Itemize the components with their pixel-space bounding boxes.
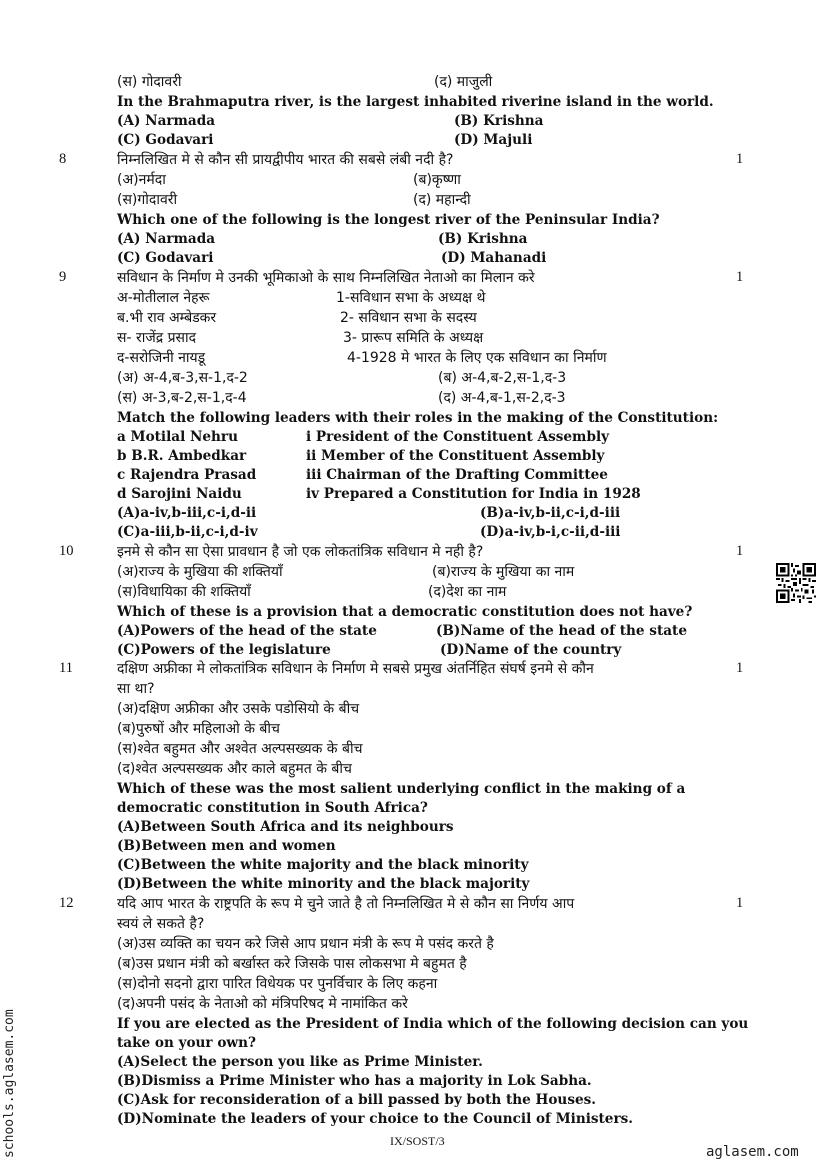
q9-hi-option-a: (अ) अ-4,ब-3,स-1,द-2 [117, 370, 248, 386]
q12-en-option-c: (C)Ask for reconsideration of a bill passed by both the Houses. [117, 1092, 597, 1108]
q11-en-stem-line1: Which of these was the most salient underlying conflict in the making of a [117, 781, 686, 797]
q12-marks: 1 [736, 895, 744, 911]
q9-en-right-2: ii Member of the Constituent Assembly [306, 448, 605, 464]
qr-code-icon[interactable] [776, 563, 816, 603]
q10-hi-option-c: (स)विधायिका की शक्तियाँ [117, 584, 251, 600]
q12-en-stem-line1: If you are elected as the President of India which of the following decision can you [117, 1016, 749, 1032]
q8-hi-stem: निम्नलिखित मे से कौन सी प्रायद्वीपीय भारत की सबसे लंबी नदी है? [117, 152, 454, 168]
q10-hi-option-d: (द)देश का नाम [428, 584, 507, 600]
q8-hi-option-d: (द) महान्दी [413, 192, 471, 208]
q9-number: 9 [59, 269, 67, 285]
q9-en-right-1: i President of the Constituent Assembly [306, 429, 610, 445]
q8-en-option-d: (D) Mahanadi [441, 250, 547, 266]
q9-en-right-4: iv Prepared a Constitution for India in 1928 [306, 486, 641, 502]
q9-hi-left-2: ब.भी राव अम्बेडकर [117, 310, 217, 326]
q11-en-option-b: (B)Between men and women [117, 838, 336, 854]
watermark-bottom-right: aglasem.com [706, 1144, 799, 1160]
q12-hi-option-c: (स)दोनो सदनो द्वारा पारित विधेयक पर पुनर्विचार के लिए कहना [117, 976, 438, 992]
q10-marks: 1 [736, 543, 744, 559]
q12-en-option-d: (D)Nominate the leaders of your choice to the Council of Ministers. [117, 1111, 633, 1127]
q12-en-stem-line2: take on your own? [117, 1035, 256, 1051]
q12-hi-stem-line2: स्वयं ले सकते है? [117, 916, 205, 932]
q11-marks: 1 [736, 660, 744, 676]
q12-en-option-b: (B)Dismiss a Prime Minister who has a majority in Lok Sabha. [117, 1073, 592, 1089]
watermark-left-vertical: schools.aglasem.com [2, 1009, 17, 1158]
q10-number: 10 [59, 543, 74, 559]
q10-en-option-b: (B)Name of the head of the state [436, 623, 687, 639]
q9-hi-left-4: द-सरोजिनी नायडू [117, 350, 206, 366]
page-footer-code: IX/SOST/3 [390, 1134, 445, 1148]
q12-hi-option-a: (अ)उस व्यक्ति का चयन करे जिसे आप प्रधान मंत्री के रूप मे पसंद करते है [117, 936, 494, 952]
q12-en-option-a: (A)Select the person you like as Prime Minister. [117, 1054, 483, 1070]
q11-hi-option-d: (द)श्वेत अल्पसख्यक और काले बहुमत के बीच [117, 761, 352, 777]
q7-hi-option-c: (स) गोदावरी [117, 74, 182, 90]
q7-hi-option-d: (द) माजुली [434, 74, 493, 90]
q11-hi-option-b: (ब)पुरुषों और महिलाओ के बीच [117, 721, 280, 737]
q9-hi-right-1: 1-सविधान सभा के अध्यक्ष थे [336, 290, 486, 306]
q11-hi-stem-line1: दक्षिण अफ्रीका मे लोकतांत्रिक सविधान के निर्माण मे सबसे प्रमुख अंतर्निहित संघर्ष इनमे से कौन [117, 661, 594, 677]
q9-hi-right-2: 2- सविधान सभा के सदस्य [340, 310, 477, 326]
q9-hi-option-d: (द) अ-4,ब-1,स-2,द-3 [438, 390, 566, 406]
q10-hi-stem: इनमे से कौन सा ऐसा प्रावधान है जो एक लोकतांत्रिक सविधान मे नही है? [117, 544, 484, 560]
q10-en-option-d: (D)Name of the country [440, 642, 622, 658]
q9-hi-left-1: अ-मोतीलाल नेहरू [117, 290, 210, 306]
q9-en-option-c: (C)a-iii,b-ii,c-i,d-iv [117, 524, 258, 540]
q9-hi-option-b: (ब) अ-4,ब-2,स-1,द-3 [438, 370, 567, 386]
q7-en-option-a: (A) Narmada [117, 113, 216, 129]
q12-number: 12 [59, 895, 74, 911]
q11-en-option-d: (D)Between the white minority and the black majority [117, 876, 530, 892]
q9-en-option-b: (B)a-iv,b-ii,c-i,d-iii [480, 505, 621, 521]
q7-en-option-c: (C) Godavari [117, 132, 214, 148]
q11-hi-option-c: (स)श्वेत बहुमत और अश्वेत अल्पसख्यक के बीच [117, 741, 363, 757]
q9-hi-option-c: (स) अ-3,ब-2,स-1,द-4 [117, 390, 247, 406]
q12-hi-option-b: (ब)उस प्रधान मंत्री को बर्खास्त करे जिसके पास लोकसभा मे बहुमत है [117, 956, 467, 972]
q9-hi-left-3: स- राजेंद्र प्रसाद [117, 330, 197, 346]
q11-en-stem-line2: democratic constitution in South Africa? [117, 800, 428, 816]
q8-number: 8 [59, 151, 67, 167]
q11-number: 11 [59, 660, 73, 676]
q10-en-stem: Which of these is a provision that a democratic constitution does not have? [117, 604, 693, 620]
q10-en-option-c: (C)Powers of the legislature [117, 642, 331, 658]
q8-hi-option-a: (अ)नर्मदा [117, 172, 166, 188]
q8-en-option-a: (A) Narmada [117, 231, 216, 247]
q9-hi-right-3: 3- प्रारूप समिति के अध्यक्ष [343, 330, 484, 346]
q10-hi-option-b: (ब)राज्य के मुखिया का नाम [432, 564, 575, 580]
q10-en-option-a: (A)Powers of the head of the state [117, 623, 377, 639]
q7-en-stem: In the Brahmaputra river, is the largest inhabited riverine island in the world. [117, 94, 714, 110]
q8-en-option-c: (C) Godavari [117, 250, 214, 266]
q8-en-stem: Which one of the following is the longest river of the Peninsular India? [117, 212, 660, 228]
q8-marks: 1 [736, 151, 744, 167]
q9-en-left-2: b B.R. Ambedkar [117, 448, 247, 464]
q11-hi-option-a: (अ)दक्षिण अफ्रीका और उसके पडोसियो के बीच [117, 701, 360, 717]
q10-hi-option-a: (अ)राज्य के मुखिया की शक्तियाँ [117, 564, 283, 580]
q9-en-right-3: iii Chairman of the Drafting Committee [306, 467, 608, 483]
q9-en-option-a: (A)a-iv,b-iii,c-i,d-ii [117, 505, 257, 521]
q11-en-option-a: (A)Between South Africa and its neighbours [117, 819, 454, 835]
q7-en-option-d: (D) Majuli [454, 132, 533, 148]
q9-hi-right-4: 4-1928 मे भारत के लिए एक सविधान का निर्माण [347, 350, 607, 366]
q8-hi-option-c: (स)गोदावरी [117, 192, 178, 208]
q8-hi-option-b: (ब)कृष्णा [413, 172, 461, 188]
q9-en-stem: Match the following leaders with their roles in the making of the Constitution: [117, 410, 719, 426]
q9-en-left-1: a Motilal Nehru [117, 429, 238, 445]
q12-hi-option-d: (द)अपनी पसंद के नेताओ को मंत्रिपरिषद मे नामांकित करे [117, 996, 408, 1012]
q9-en-option-d: (D)a-iv,b-i,c-ii,d-iii [480, 524, 621, 540]
q9-marks: 1 [736, 269, 744, 285]
q9-en-left-4: d Sarojini Naidu [117, 486, 242, 502]
q11-en-option-c: (C)Between the white majority and the black minority [117, 857, 529, 873]
q11-hi-stem-line2: सा था? [117, 681, 155, 697]
q9-hi-stem: सविधान के निर्माण मे उनकी भूमिकाओ के साथ निम्नलिखित नेताओ का मिलान करे [117, 270, 535, 286]
q12-hi-stem-line1: यदि आप भारत के राष्ट्रपति के रूप मे चुने जाते है तो निम्नलिखित मे से कौन सा निर्णय आप [117, 896, 575, 912]
q8-en-option-b: (B) Krishna [438, 231, 528, 247]
q9-en-left-3: c Rajendra Prasad [117, 467, 257, 483]
q7-en-option-b: (B) Krishna [454, 113, 544, 129]
